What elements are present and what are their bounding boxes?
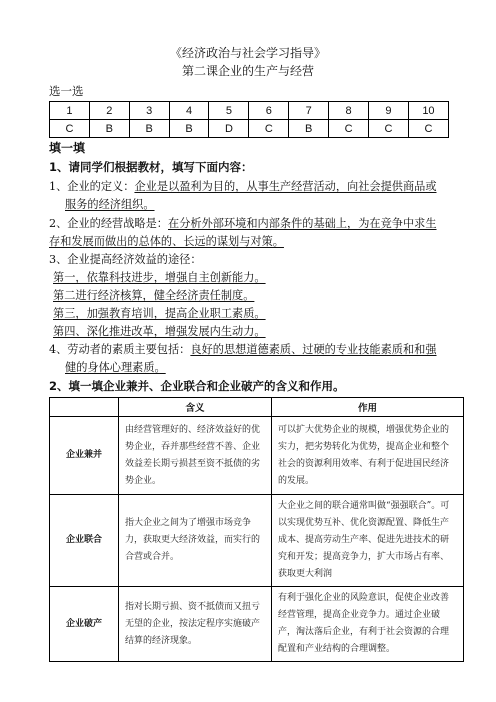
q1-3-prefix: 3、企业提高经济效益的途径： xyxy=(49,253,202,266)
q1-1-line-cont xyxy=(65,196,155,214)
q1-2-answer-cont: 存和发展而做出的总体的、长远的谋划与对策。 xyxy=(49,235,284,248)
q1-2-line xyxy=(49,215,437,233)
question-number: 2 xyxy=(89,102,129,120)
answer-table xyxy=(49,101,449,138)
q1-4-prefix: 4、劳动者的素质主要包括： xyxy=(49,343,191,356)
table-row xyxy=(50,495,464,587)
row-effect: 可以扩大优势企业的规模，增强优势企业的实力，把劣势转化为优势，提高企业和整个社会的资源利用效率、有利于促进国民经济的发展。 xyxy=(272,417,464,495)
definition-table xyxy=(49,397,464,662)
q1-3-item-text: 第二进行经济核算，健全经济责任制度。 xyxy=(53,289,255,302)
fill-heading: 填一填 xyxy=(49,141,86,155)
q2-heading: 2、填一填企业兼并、企业联合和企业破产的含义和作用。 xyxy=(49,379,345,393)
question-number: 10 xyxy=(408,102,448,120)
question-number: 7 xyxy=(289,102,329,120)
question-number: 1 xyxy=(50,102,90,120)
answer-letter-row xyxy=(50,120,449,138)
q1-3-item xyxy=(53,269,266,287)
row-effect: 大企业之间的联合通常叫做“强强联合”。可以实现优势互补、优化资源配置、降低生产成本、提高劳动生产率、促进先进技术的研究和开发；提高竞争力，扩大市场占有率、获取更大利润 xyxy=(272,495,464,587)
definition-header-row xyxy=(50,398,464,417)
row-effect: 有利于强化企业的风险意识，促使企业改善经营管理，提高企业竞争力。通过企业破产，淘汰落后企业，有利于社会资源的合理配置和产业结构的合理调整。 xyxy=(272,587,464,662)
q1-1-answer: 企业是以盈利为目的，从事生产经营活动，向社会提供商品或 xyxy=(134,180,437,193)
q1-4-answer-cont: 健的身体心理素质。 xyxy=(65,361,166,374)
q1-3-item-text: 第一，依靠科技进步，增强自主创新能力。 xyxy=(53,271,266,284)
q1-3-item-text: 第三，加强教育培训，提高企业职工素质。 xyxy=(53,307,266,320)
question-number: 9 xyxy=(369,102,409,120)
answer-letter: B xyxy=(89,120,129,138)
question-number: 5 xyxy=(209,102,249,120)
q1-3-item xyxy=(53,323,266,341)
answer-letter: B xyxy=(289,120,329,138)
row-name: 企业兼并 xyxy=(50,417,119,495)
document-title: 《经济政治与社会学习指导》 xyxy=(169,46,326,60)
row-name: 企业破产 xyxy=(50,587,119,662)
effect-header: 作用 xyxy=(272,398,464,417)
answer-letter: D xyxy=(209,120,249,138)
row-name: 企业联合 xyxy=(50,495,119,587)
question-number: 4 xyxy=(169,102,209,120)
q1-2-line-cont xyxy=(49,233,284,251)
choice-heading: 选一选 xyxy=(49,84,84,98)
question-number: 6 xyxy=(249,102,289,120)
question-number: 3 xyxy=(129,102,169,120)
q1-heading: 1、请同学们根据教材，填写下面内容： xyxy=(49,160,253,174)
q1-4-line xyxy=(49,341,437,359)
q1-2-prefix: 2、企业的经营战略是： xyxy=(49,217,168,230)
answer-letter: C xyxy=(50,120,90,138)
answer-letter: C xyxy=(369,120,409,138)
blank-header-cell xyxy=(50,398,119,417)
meaning-header: 含义 xyxy=(119,398,272,417)
row-meaning: 指对长期亏损、资不抵债而又扭亏无望的企业，按法定程序实施破产结算的经济现象。 xyxy=(119,587,272,662)
q1-1-line xyxy=(49,178,437,196)
q1-1-prefix: 1、企业的定义： xyxy=(49,180,135,193)
q1-3-item xyxy=(53,287,254,305)
q1-3-item-text: 第四、深化推进改革，增强发展内生动力。 xyxy=(53,325,266,338)
answer-letter: C xyxy=(408,120,448,138)
row-meaning: 由经营管理好的、经济效益好的优势企业，吞并那些经营不善、企业效益差长期亏损甚至资不抵债的劣势企业。 xyxy=(119,417,272,495)
document-subtitle: 第二课企业的生产与经营 xyxy=(181,64,314,78)
row-meaning: 指大企业之间为了增强市场竞争力，获取更大经济效益，而实行的合营或合并。 xyxy=(119,495,272,587)
q1-4-line-cont xyxy=(65,359,166,377)
answer-letter: C xyxy=(249,120,289,138)
q1-1-answer-cont: 服务的经济组织。 xyxy=(65,198,155,211)
q1-4-answer: 良好的思想道德素质、过硬的专业技能素质和和强 xyxy=(190,343,437,356)
table-row xyxy=(50,417,464,495)
answer-number-row xyxy=(50,102,449,120)
q1-2-answer: 在分析外部环境和内部条件的基础上，为在竞争中求生 xyxy=(168,217,437,230)
answer-letter: B xyxy=(129,120,169,138)
answer-letter: C xyxy=(329,120,369,138)
q1-3-item xyxy=(53,305,266,323)
table-row xyxy=(50,587,464,662)
question-number: 8 xyxy=(329,102,369,120)
answer-letter: B xyxy=(169,120,209,138)
